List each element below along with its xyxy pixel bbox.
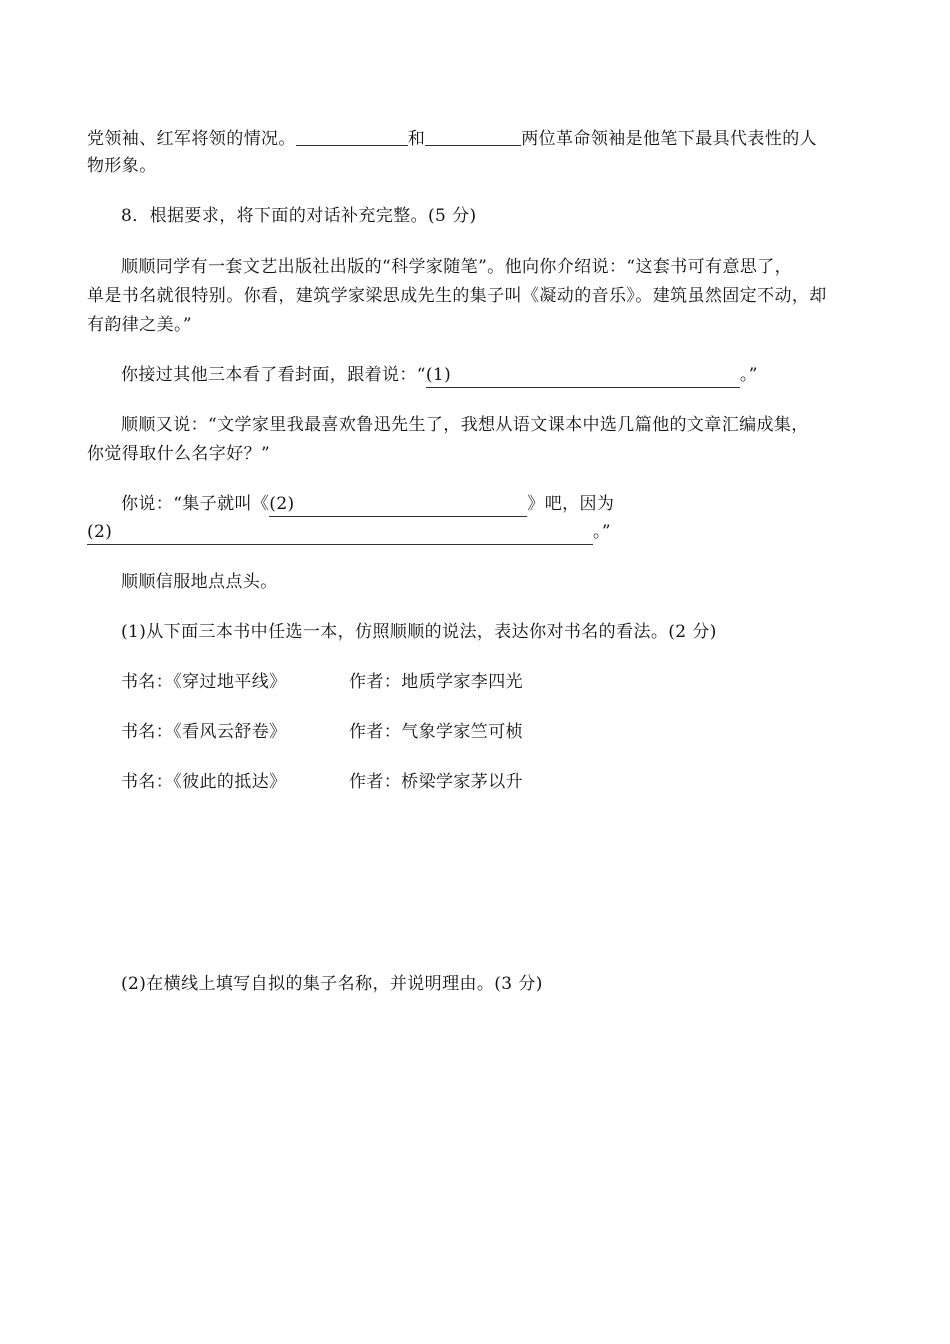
book-author: 作者：气象学家竺可桢 [349, 722, 523, 742]
answer-blank-1[interactable] [426, 363, 740, 388]
answer-blank-leader-1 [296, 127, 408, 146]
paragraph-3-text-1: 顺顺又说：“文学家里我最喜欢鲁迅先生了，我想从语文课本中选几篇他的文章汇编成集， [121, 415, 809, 435]
question-8-title-text: 8．根据要求，将下面的对话补充完整。(5 分) [121, 206, 477, 226]
paragraph-4 [121, 492, 614, 517]
intro-line-2 [87, 154, 157, 178]
paragraph-1-text-2: 单是书名就很特别。你看，建筑学家梁思成先生的集子叫《凝动的音乐》。建筑虽然固定不动，却 [87, 286, 827, 306]
intro-text-c: 两位革命领袖是他笔下最具代表性的人 [521, 129, 818, 149]
paragraph-1-line-2 [87, 284, 827, 308]
sub-question-2 [121, 972, 543, 996]
answer-blank-1-label: (1) [425, 365, 452, 385]
answer-blank-2-title-label: (2) [269, 494, 295, 514]
answer-blank-leader-2 [425, 127, 521, 146]
paragraph-3-line-2 [87, 442, 270, 466]
answer-blank-2-reason[interactable] [87, 520, 593, 545]
answer-blank-2-title[interactable] [269, 492, 527, 517]
question-8-title [121, 204, 477, 228]
intro-text-a: 党领袖、红军将领的情况。 [87, 129, 296, 149]
paragraph-2 [121, 363, 758, 388]
paragraph-3-text-2: 你觉得取什么名字好？” [87, 444, 271, 464]
paragraph-5-suffix: 。” [593, 522, 611, 542]
paragraph-6-text: 顺顺信服地点点头。 [121, 572, 278, 592]
book-author: 作者：地质学家李四光 [349, 672, 523, 692]
paragraph-3-line-1 [121, 413, 809, 437]
paragraph-1-text-1: 顺顺同学有一套文艺出版社出版的“科学家随笔”。他向你介绍说：“这套书可有意思了， [121, 257, 793, 277]
paragraph-5 [87, 520, 611, 545]
book-title: 书名：《穿过地平线》 [121, 672, 287, 692]
book-author: 作者：桥梁学家茅以升 [349, 772, 523, 792]
intro-text-b: 和 [407, 129, 426, 149]
book-item [121, 670, 523, 694]
paragraph-2-suffix: 。” [739, 365, 758, 385]
book-title: 书名：《看风云舒卷》 [121, 722, 287, 742]
paragraph-1-line-1 [121, 255, 792, 279]
sub-question-1 [121, 620, 717, 644]
sub-question-2-text: (2)在横线上填写自拟的集子名称，并说明理由。(3 分) [121, 974, 543, 994]
book-item [121, 770, 523, 794]
paragraph-2-prefix: 你接过其他三本看了看封面，跟着说：“ [121, 365, 426, 385]
sub-question-1-text: (1)从下面三本书中任选一本，仿照顺顺的说法，表达你对书名的看法。(2 分) [121, 622, 717, 642]
intro-text-d: 物形象。 [87, 156, 157, 176]
paragraph-4-suffix: 》吧，因为 [527, 494, 615, 514]
paragraph-4-prefix: 你说：“集子就叫《 [121, 494, 270, 514]
paragraph-1-line-3 [87, 313, 192, 337]
book-title: 书名：《彼此的抵达》 [121, 772, 287, 792]
paragraph-6 [121, 570, 278, 594]
book-item [121, 720, 523, 744]
paragraph-1-text-3: 有韵律之美。” [87, 315, 192, 335]
answer-blank-2-reason-label: (2) [87, 522, 113, 542]
intro-line-1 [87, 125, 817, 151]
